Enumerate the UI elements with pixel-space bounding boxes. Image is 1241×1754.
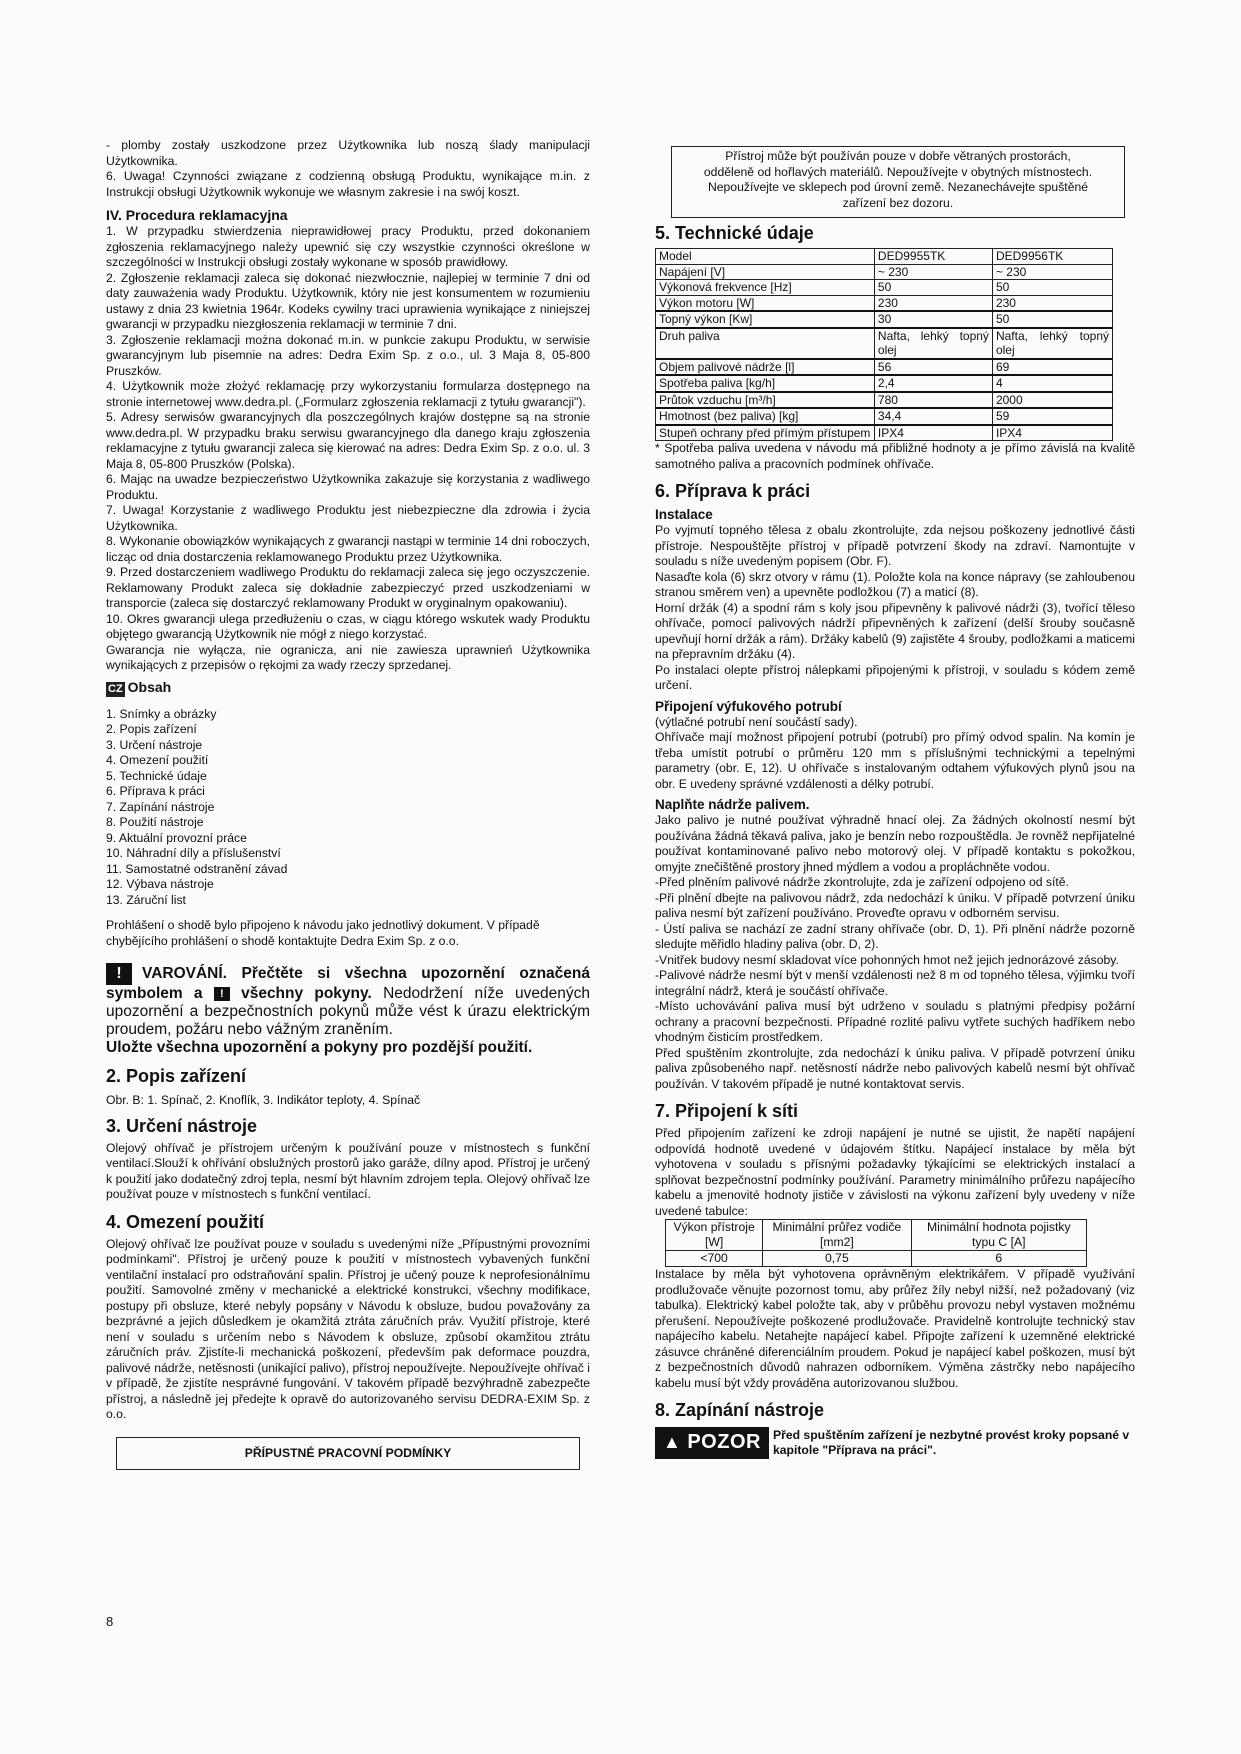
cz-flag-icon: CZ [108, 682, 123, 695]
pozor-label: POZOR [687, 1431, 761, 1454]
warning-symbol-icon: ! [214, 987, 230, 1001]
spec-value: ~ 230 [874, 264, 992, 280]
warning-bold-1: Přečtěte si všechna upozornění označená symbolem a [106, 965, 590, 1002]
spec-value: Nafta, lehký topný olej [874, 328, 992, 359]
intro-line: - plomby zostały uszkodzone przez Użytkownika lub noszą ślady manipulacji Użytkownika. [106, 138, 590, 168]
section-6-title: 6. Příprava k práci [655, 481, 811, 501]
instalace-title: Instalace [655, 507, 713, 522]
toc-item: 8. Použití nástroje [106, 815, 204, 829]
vyfuk-title: Připojení výfukového potrubí [655, 698, 842, 714]
power-table [665, 1219, 1087, 1267]
spec-note: * Spotřeba paliva uvedena v návodu má přibližné hodnoty a je přímo závislá na kvalitě samotného paliva a pracovních podmínek ohřívače. [655, 441, 1135, 471]
page-number: 8 [106, 1614, 114, 1629]
vyfuk-para: (výtlačné potrubí není součástí sady). [655, 714, 858, 729]
spec-table [655, 248, 1113, 441]
procedure-heading: IV. Procedura reklamacyjna [106, 207, 288, 223]
spec-value: IPX4 [992, 425, 1112, 441]
pozor-text: Před spuštěním zařízení je nezbytné provést kroky popsané v kapitole "Příprava na práci". [772, 1428, 1130, 1457]
spec-value: 30 [874, 311, 992, 328]
power-cell: <700 [666, 1251, 763, 1267]
spec-value: 59 [992, 408, 1112, 425]
pozor-notice [655, 1427, 1135, 1459]
table-row [656, 375, 1113, 392]
spec-value: 2000 [992, 392, 1112, 409]
vyfuk-para: Ohřívače mají možnost připojení potrubí (potrubí) pro přímý odvod spalin. Na komín je třeba umístit potrubí o průměru 120 mm s příslušnými technickými a tepelnými parametry (obr. E, 12). U ohřívače s instalovaným odtahem výfukových plynů jsou na obr. E uvedeny správné vzdálenosti a délky potrubí. [655, 730, 1135, 791]
toc-item: 7. Zapínání nástroje [106, 799, 215, 814]
warning-block [106, 963, 590, 1057]
spec-value: ~ 230 [992, 264, 1112, 280]
table-row [656, 311, 1113, 328]
procedure-item: 3. Zgłoszenie reklamacji można dokonać m.in. w punkcie zakupu Produktu, w serwisie gwarancyjnym lub pisemnie na adres: Dedra Exim Sp. z o.o., ul. 3 Maja 8, 05-800 Pruszków. [106, 332, 590, 378]
nadrz-para: -Před plněním palivové nádrže zkontrolujte, zda je zařízení odpojeno od sítě. [655, 875, 1069, 889]
table-row [656, 264, 1113, 280]
intro-line: 6. Uwaga! Czynności związane z codzienną obsługą Produktu, wynikające m.in. z Instrukcji obsługi Użytkownik wykonuje we własnym zakresie i na swój koszt. [106, 169, 590, 199]
toc-item: 5. Technické údaje [106, 768, 207, 783]
spec-label: Hmotnost (bez paliva) [kg] [656, 408, 875, 425]
instalace-para: Po vyjmutí topného tělesa z obalu zkontrolujte, zda nejsou poškozeny jednotlivé části přístroje. Nespouštějte přístroj v případě potvrzení škody na zdraví. Namontujte v souladu s níže uvedeným popisem (Obr. F). [655, 523, 1135, 568]
spec-label: Napájení [V] [656, 264, 875, 280]
section-8-title: 8. Zapínání nástroje [655, 1400, 825, 1420]
toc-item: 1. Snímky a obrázky [106, 706, 217, 721]
nadrz-para: Jako palivo je nutné používat výhradně hnací olej. Za žádných okolností nesmí být používána žádná těkavá paliva, jako je benzín nebo rozpouštědla. Je rovněž nepřijatelné používat kontaminované palivo nebo motorový olej. V případě kontaktu s pokožkou, omyjte znečištěné prostory jhned mýdlem a vodou a propláchněte vodou. [655, 813, 1135, 874]
nadrz-para: - Ústí paliva se nachází ze zadní strany ohřívače (obr. D, 1). Při plnění nádrže pozorně sledujte měřidlo hladiny paliva (obr. D, 2). [655, 921, 1135, 951]
nadrz-title: Naplňte nádrže palivem. [655, 797, 810, 812]
table-row [666, 1251, 1087, 1267]
spec-label: Stupeň ochrany před přímým přístupem [656, 425, 875, 441]
right-column [655, 146, 1135, 1459]
toc-item: 11. Samostatné odstranění závad [106, 861, 288, 876]
spec-label: Průtok vzduchu [m³/h] [656, 392, 875, 409]
spec-value: 230 [992, 295, 1112, 311]
section-5-title: 5. Technické údaje [655, 223, 814, 243]
procedure-item: 6. Mając na uwadze bezpieczeństwo Użytkownika zakazuje się korzystania z wadliwego Produktu. [106, 472, 590, 502]
spec-label: Výkon motoru [W] [656, 295, 875, 311]
spec-value: 230 [874, 295, 992, 311]
conditions-box-text: Přístroj může být používán pouze v dobře větraných prostorách, odděleně od hořlavých materiálů. Nepoužívejte v obytných místnostech. Nepoužívejte ve sklepech pod úrovní země. Nezanechávejte spuštěné zařízení bez dozoru. [703, 149, 1093, 210]
spec-value: 50 [992, 280, 1112, 296]
table-row [656, 359, 1113, 376]
spec-label: Objem palivové nádrže [l] [656, 359, 875, 376]
spec-label: Topný výkon [Kw] [656, 311, 875, 328]
toc-item: 13. Záruční list [106, 892, 186, 907]
left-column [106, 138, 590, 1470]
section-3-title: 3. Určení nástroje [106, 1115, 258, 1136]
section-3-text: Olejový ohřívač je přístrojem určeným k používání pouze v místnostech s funkční ventilací.Slouží k ohřívání obslužných prostorů jako garáže, dílny apod. Přístroj je určený k použití jako dodatečný zdroj tepla, nesmí být hlavním zdrojem tepla. Olejový ohřívač lze používat pouze v místnostech s funkční ventilací. [106, 1140, 590, 1201]
spec-label: Výkonová frekvence [Hz] [656, 280, 875, 296]
pozor-badge [655, 1427, 769, 1459]
section-7-text: Před připojením zařízení ke zdroji napájení je nutné se ujistit, že napětí napájení odpovídá hodnotě uvedené v údajovém štítku. Napájecí instalace by měla být vyhotovena v souladu s přísnými požadavky týkajícími se elektrických instalací a splňovat bezpečnostní podmínky používání. Parametry minimálního průřezu napájecího kabelu a jmenovité hodnoty jističe v závislosti na výkonu zařízení byly uvedeny v níže uvedené tabulce: [655, 1126, 1135, 1218]
nadrz-para: -Při plnění dbejte na palivovou nádrž, zda nedochází k úniku. V případě potvrzení úniku paliva nesmí být zařízení používáno. Proveďte opravu v odborném servisu. [655, 890, 1135, 920]
nadrz-para: Před spuštěním zkontrolujte, zda nedochází k úniku paliva. V případě potvrzení úniku paliva způsobeného např. netěsností nádrže nebo palivových kabelů nesmí být ohřívač používán. V takovém případě je nutné kontaktovat servis. [655, 1045, 1135, 1091]
procedure-item: 7. Uwaga! Korzystanie z wadliwego Produktu jest niebezpieczne dla zdrowia i życia Użytkownika. [106, 503, 590, 533]
toc-item: 9. Aktuální provozní práce [106, 830, 247, 845]
spec-value: 56 [874, 359, 992, 376]
procedure-item: 4. Użytkownik może złożyć reklamację przy wykorzystaniu formularza dostępnego na stronie internetowej www.dedra.pl. („Formularz zgłoszenia reklamacji z tytułu gwarancji"). [106, 379, 590, 409]
warning-save: Uložte všechna upozornění a pokyny pro pozdější použití. [106, 1039, 533, 1056]
spec-value: 780 [874, 392, 992, 409]
section-2-title: 2. Popis zařízení [106, 1066, 247, 1086]
spec-value: 34,4 [874, 408, 992, 425]
section-2-text: Obr. B: 1. Spínač, 2. Knoflík, 3. Indikátor teploty, 4. Spínač [106, 1093, 421, 1107]
spec-label: Spotřeba paliva [kg/h] [656, 375, 875, 392]
warning-bold-2: všechny pokyny. [241, 985, 372, 1002]
toc-item: 2. Popis zařízení [106, 722, 197, 736]
warning-text: Nedodržení níže uvedených upozornění a bezpečnostních pokynů může vést k úrazu elektrickým proudem, požáru nebo vážným zraněním. [106, 985, 590, 1038]
instalace-para: Horní držák (4) a spodní rám s koly jsou připevněny k palivové nádrži (3), tvořící těleso ohřívače, pomocí palivových nádrží připevněných k zařízení (delší šrouby současně upevňují horní držák a rám). Držáky kabelů (9) zajistěte 4 šrouby, podložkami a maticemi na přepravním držáku (4). [655, 600, 1135, 661]
table-of-contents [106, 707, 590, 909]
nadrz-para: -Palivové nádrže nesmí být v menší vzdálenosti než 8 m od topného tělesa, výjimku tvoří integrální nádrž, která je součástí ohřívače. [655, 968, 1135, 998]
instalace-para: Po instalaci olepte přístroj nálepkami připojenými k přístroji, v souladu s kódem země určení. [655, 662, 1135, 692]
conditions-box-content [671, 146, 1125, 218]
conformity-note: Prohlášení o shodě bylo připojeno k návodu jako jednotlivý dokument. V případě chybějícího prohlášení o shodě kontaktujte Dedra Exim Sp. z o.o. [106, 918, 540, 948]
power-cell: 6 [911, 1251, 1086, 1267]
warning-triangle-icon: ! [106, 963, 132, 985]
section-4-title: 4. Omezení použití [106, 1211, 265, 1232]
toc-item: 6. Příprava k práci [106, 784, 205, 798]
spec-value: 2,4 [874, 375, 992, 392]
spec-value: 50 [992, 311, 1112, 328]
section-7-text-2: Instalace by měla být vyhotovena oprávněným elektrikářem. V případě využívání prodlužovače věnujte pozornost tomu, aby průřez žíly nebyl nižší, než požadovaný (viz tabulka). Elektrický kabel položte tak, aby v průběhu provozu nebyl vystaven možnému přerušení. Nepoužívejte poškozené prodlužovače. Pravidelně kontrolujte technický stav napájecího kabelu. Netahejte napájecí kabel. Připojte zařízení k uzemněné elektrické zásuvce chráněné diferenciálním proudem. Pokud je napájecí kabel poškozen, musí být z bezpečnostních důvodů nahrazen odborníkem. Výměna zástrčky nebo napájecího kabelu musí být vždy prováděna autorizovanou službou. [655, 1267, 1135, 1390]
spec-value: 69 [992, 359, 1112, 376]
procedure-item: 9. Przed dostarczeniem wadliwego Produktu do reklamacji zaleca się jego oczyszczenie. Reklamowany Produkt zaleca się dokładnie zabezpieczyć przed uszkodzeniami w transporcie (zaleca się dostarczyć reklamowany Produkt w oryginalnym opakowaniu). [106, 565, 590, 610]
spec-value: Nafta, lehký topný olej [992, 328, 1112, 359]
table-row [656, 425, 1113, 441]
spec-value: 50 [874, 280, 992, 296]
table-row [656, 392, 1113, 409]
spec-value: 4 [992, 375, 1112, 392]
warning-word: VAROVÁNÍ. [142, 965, 227, 982]
spec-value: DED9956TK [992, 249, 1112, 265]
section-4-text: Olejový ohřívač lze používat pouze v souladu s uvedenými níže „Přípustnými provozními podmínkami". Přístroj je určený pouze k použití v místnostech vybavených funkční ventilační instalací pro odstraňování spalin. Přístroj je učený pouze k neprofesionálnímu použití. Samovolné změny v mechanické a elektrické konstrukci, všechny modifikace, postupy při obsluze, které nebyly popsány v Návodu k obsluze, budou považovány za bezprávné a jejich důsledkem je okamžitá ztráta záručních práv. Využití přístroje, které není v souladu s určením nebo s Návodem k obsluze, způsobí okamžitou ztrátu záručních práv. Zjistíte-li mechanická poškození, především pak deformace pouzdra, palivové nádrže, netěsnosti (unikající palivo), přístroj nepoužívejte. Nepoužívejte ohřívač i v případě, že zjistíte nesprávné fungování. V takovém případě bezvýhradně zabezpečte přístroj, a následně jej předejte k opravě do autorizovaného servisu DEDRA-EXIM Sp. z o.o. [106, 1236, 590, 1421]
procedure-item: Gwarancja nie wyłącza, nie ogranicza, ani nie zawiesza uprawnień Użytkownika wynikających z przepisów o rękojmi za wady rzeczy sprzedanej. [106, 642, 590, 672]
table-row [656, 249, 1113, 265]
conditions-box [116, 1437, 580, 1471]
power-header: Minimální průřez vodiče [mm2] [763, 1220, 911, 1251]
power-header: Minimální hodnota pojistky typu C [A] [911, 1220, 1086, 1251]
toc-item: 12. Výbava nástroje [106, 877, 214, 891]
power-header: Výkon přístroje [W] [666, 1220, 763, 1251]
table-row [656, 280, 1113, 296]
toc-item: 4. Omezení použití [106, 753, 209, 767]
nadrz-para: -Místo uchovávání paliva musí být udrženo v souladu s platnými předpisy požární ochrany a pracovní bezpečnosti. Případné rozlité palivu vytřete suchých hadříkem nebo vhodným čisticím prostředkem. [655, 999, 1135, 1044]
instalace-para: Nasaďte kola (6) skrz otvory v rámu (1). Položte kola na konce nápravy (se zahloubenou stranou směrem ven) a upevněte podložkou (7) a maticí (8). [655, 569, 1135, 599]
nadrz-para: -Vnitřek budovy nesmí skladovat více pohonných hmot než jejich jednorázové zásoby. [655, 952, 1119, 967]
spec-value: DED9955TK [874, 249, 992, 265]
table-row [666, 1220, 1087, 1251]
procedure-item: 8. Wykonanie obowiązków wynikających z gwarancji nastąpi w terminie 14 dni roboczych, licząc od dnia dostarczenia reklamowanego Produktu przez Użytkownika. [106, 534, 590, 564]
procedure-item: 5. Adresy serwisów gwarancyjnych dla poszczególnych krajów dostępne są na stronie www.dedra.pl. W przypadku braku serwisu gwarancyjnego dla danego kraju zgłoszenia reklamacyjne z tytułu gwarancji zaleca się kierować na adres: Dedra Exim Sp. z o.o. ul. 3 Maja 8, 05-800 Pruszków (Polska). [106, 410, 590, 471]
table-row [656, 408, 1113, 425]
power-cell: 0,75 [763, 1251, 911, 1267]
toc-item: 3. Určení nástroje [106, 737, 203, 752]
obsah-heading [106, 678, 590, 697]
conditions-box-title: PŘÍPUSTNÉ PRACOVNÍ PODMÍNKY [244, 1445, 452, 1460]
warning-triangle-icon: ▲ [663, 1432, 682, 1453]
spec-label: Druh paliva [656, 328, 875, 359]
procedure-item: 1. W przypadku stwierdzenia nieprawidłowej pracy Produktu, przed dokonaniem zgłoszenia reklamacyjnego należy upewnić się czy wszystkie czynności określone w szczególności w Instrukcji obsługi zostały wykonane w sposób prawidłowy. [106, 224, 590, 269]
procedure-item: 10. Okres gwarancji ulega przedłużeniu o czas, w ciągu którego wskutek wady Produktu objętego gwarancją Użytkownik nie mógł z niego korzystać. [106, 611, 590, 641]
section-7-title: 7. Připojení k síti [655, 1101, 799, 1121]
table-row [656, 295, 1113, 311]
spec-label: Model [656, 249, 875, 265]
table-row [656, 328, 1113, 359]
obsah-title: Obsah [127, 678, 172, 695]
spec-value: IPX4 [874, 425, 992, 441]
procedure-item: 2. Zgłoszenie reklamacji zaleca się dokonać niezwłocznie, najlepiej w terminie 7 dni od daty zauważenia wady Produktu. Użytkownik, który nie jest konsumentem w rozumieniu ustawy z dnia 23 kwietnia 1964r. Kodeks cywilny traci uprawienia wynikające z niniejszej gwarancji w przypadku niezgłoszenia reklamacji w terminie 7 dni. [106, 270, 590, 331]
toc-item: 10. Náhradní díly a příslušenství [106, 846, 281, 860]
